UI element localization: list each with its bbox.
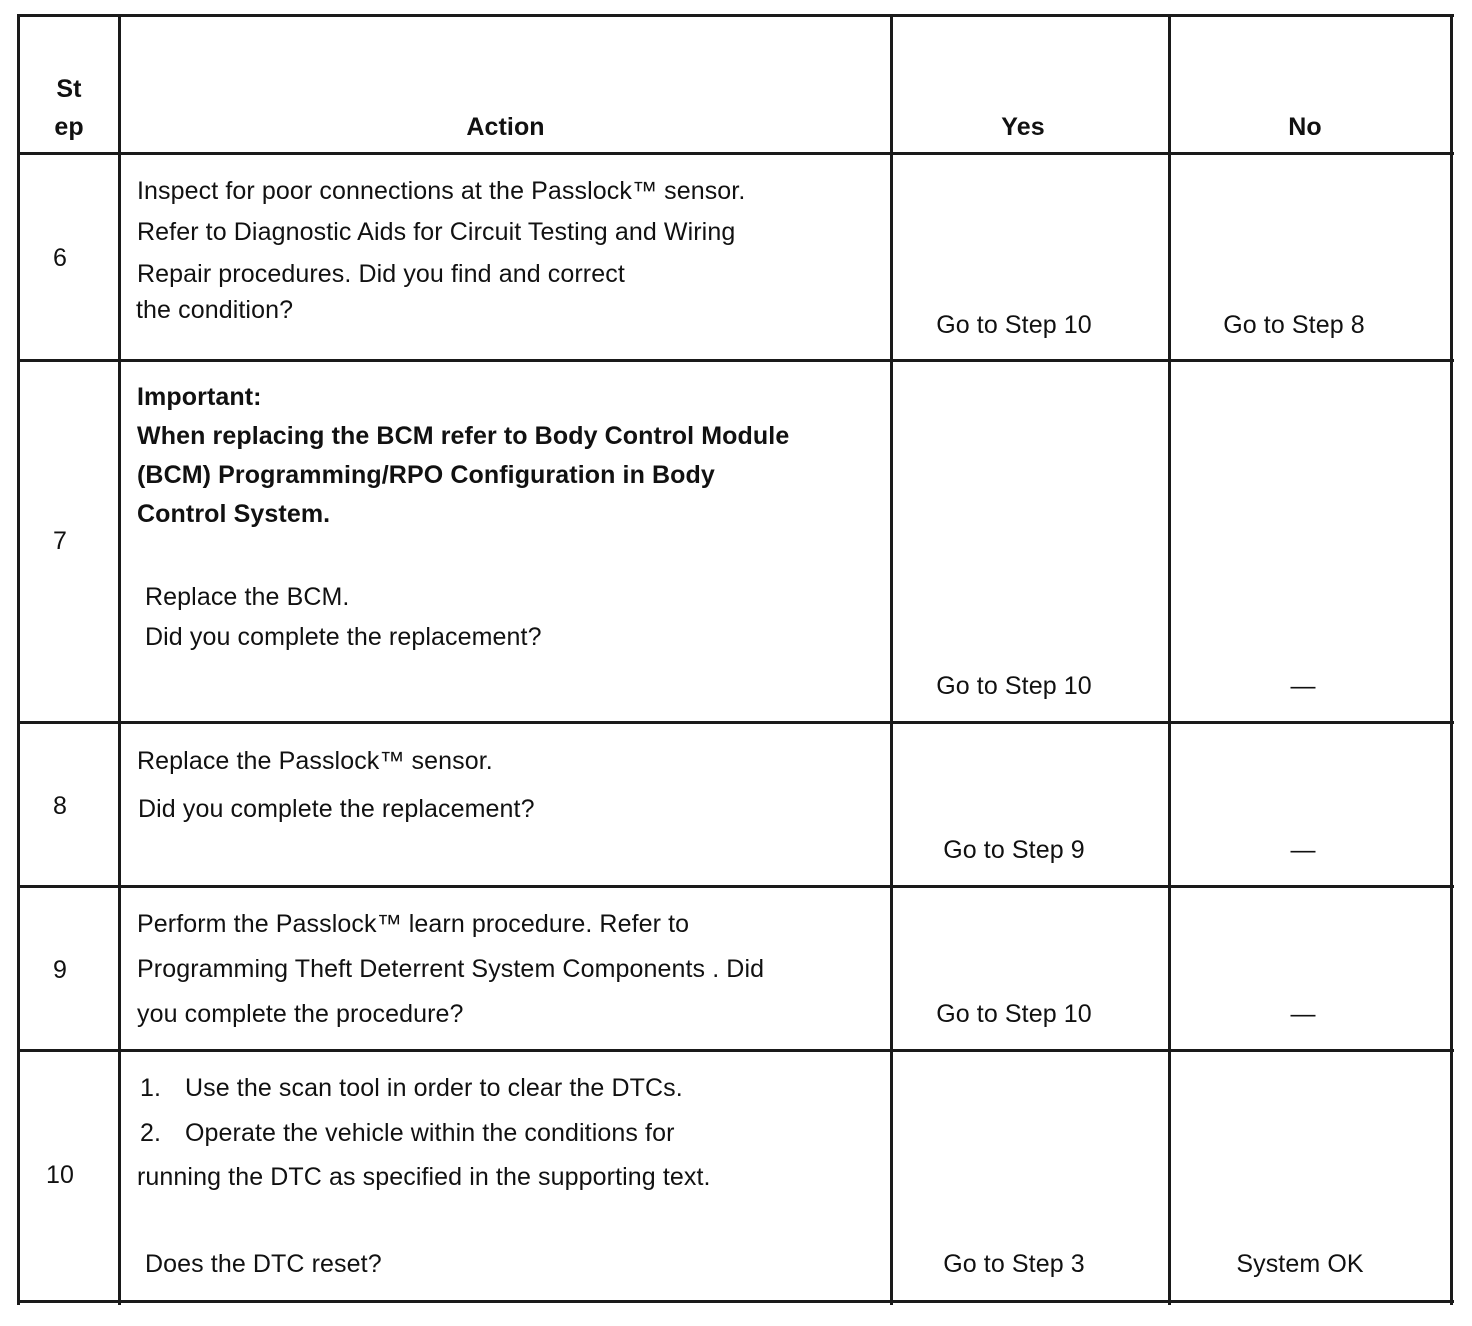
action-line: Inspect for poor connections at the Passlock™ sensor.: [137, 177, 746, 205]
action-line: Did you complete the replacement?: [145, 623, 542, 651]
no-result: System OK: [1236, 1250, 1364, 1278]
list-item-number: 2.: [140, 1119, 162, 1147]
yes-link[interactable]: Go to Step 10: [936, 1000, 1092, 1028]
header-no: No: [1288, 113, 1322, 141]
no-dash: —: [1290, 1000, 1316, 1028]
step-number: 8: [52, 792, 67, 820]
action-line: Programming Theft Deterrent System Components . Did: [137, 955, 765, 983]
step-number: 7: [52, 527, 67, 555]
action-line: Replace the BCM.: [145, 583, 350, 611]
list-item-text: Use the scan tool in order to clear the DTCs.: [185, 1074, 683, 1102]
list-item-text: Operate the vehicle within the conditions for: [185, 1119, 675, 1147]
yes-link[interactable]: Go to Step 9: [943, 836, 1085, 864]
action-line: Did you complete the replacement?: [138, 795, 535, 823]
important-line: (BCM) Programming/RPO Configuration in Body: [137, 461, 715, 489]
row-divider: [17, 359, 1454, 362]
yes-link[interactable]: Go to Step 10: [936, 311, 1092, 339]
no-dash: —: [1290, 836, 1316, 864]
list-item-number: 1.: [140, 1074, 162, 1102]
column-divider: [1168, 14, 1171, 1305]
action-line: Refer to Diagnostic Aids for Circuit Testing and Wiring: [137, 218, 736, 246]
header-divider: [17, 152, 1454, 155]
header-step-line2: ep: [54, 113, 84, 141]
header-step-line1: St: [56, 75, 82, 103]
action-line: Replace the Passlock™ sensor.: [137, 747, 493, 775]
action-line: the condition?: [136, 296, 294, 324]
table-border-bottom: [17, 1300, 1454, 1303]
header-step: [20, 74, 118, 142]
table-border-left: [17, 14, 20, 1305]
no-link[interactable]: Go to Step 8: [1223, 311, 1365, 339]
important-line: When replacing the BCM refer to Body Control Module: [137, 422, 790, 450]
row-divider: [17, 721, 1454, 724]
yes-link[interactable]: Go to Step 10: [936, 672, 1092, 700]
header-action: Action: [466, 113, 545, 141]
column-divider: [118, 14, 121, 1305]
important-line: Control System.: [137, 500, 331, 528]
row-divider: [17, 1049, 1454, 1052]
action-line: Does the DTC reset?: [145, 1250, 382, 1278]
action-line: running the DTC as specified in the supporting text.: [137, 1163, 711, 1191]
table-border-right: [1450, 14, 1453, 1305]
important-heading: Important:: [137, 383, 262, 411]
column-divider: [890, 14, 893, 1305]
action-line: Repair procedures. Did you find and correct: [137, 260, 625, 288]
table-border-top: [17, 14, 1454, 17]
header-yes: Yes: [1001, 113, 1045, 141]
step-number: 10: [45, 1161, 74, 1189]
no-dash: —: [1290, 672, 1316, 700]
row-divider: [17, 885, 1454, 888]
step-number: 6: [52, 244, 67, 272]
yes-link[interactable]: Go to Step 3: [943, 1250, 1085, 1278]
action-line: you complete the procedure?: [137, 1000, 464, 1028]
step-number: 9: [52, 956, 67, 984]
action-line: Perform the Passlock™ learn procedure. Refer to: [137, 910, 690, 938]
